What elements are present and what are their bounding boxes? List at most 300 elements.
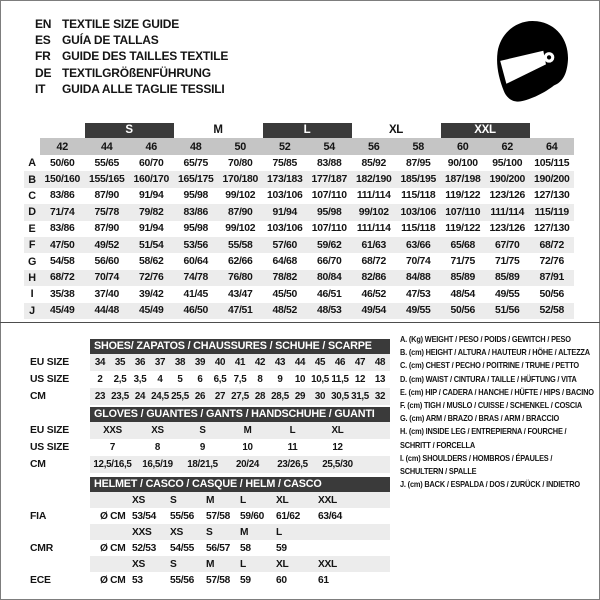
table-row <box>30 354 390 371</box>
measure-cell: 107/110 <box>445 206 481 218</box>
main-size-table <box>24 121 574 319</box>
helmet-table <box>30 477 390 588</box>
size-group-xl: XL <box>388 124 404 136</box>
value-cell: 28 <box>254 391 266 402</box>
size-cell: 56 <box>368 140 380 153</box>
gloves-table <box>30 407 390 473</box>
table-row <box>30 572 390 588</box>
measure-cell: 91/94 <box>138 190 164 202</box>
language-code: FR <box>35 49 51 64</box>
value-cell: 13 <box>374 374 386 385</box>
value-cell: 3,5 <box>133 374 147 385</box>
measure-cell: 95/98 <box>183 223 208 235</box>
value-cell: XL <box>331 425 344 436</box>
measure-cell: 90/100 <box>447 157 478 169</box>
measure-cell: 103/106 <box>400 206 436 218</box>
value-cell: 11,5 <box>331 374 349 385</box>
value-cell: 25,5/30 <box>322 459 353 470</box>
measure-cell: 165/175 <box>178 174 214 186</box>
measure-cell: 49/52 <box>94 239 119 251</box>
value-cell: XS <box>151 425 164 436</box>
size-number-band <box>40 138 574 155</box>
value-cell: 46 <box>334 357 346 368</box>
language-code: ES <box>35 33 51 48</box>
value-cell: 2 <box>97 374 103 385</box>
size-group-xxl: XXL <box>441 123 530 138</box>
measure-cell: 55/58 <box>227 239 253 251</box>
measure-cell: 187/198 <box>445 174 481 186</box>
value-cell: XXS <box>103 425 122 436</box>
row-label: CM <box>30 459 46 470</box>
legend-item: G. (cm) ARM / BRAZO / BRAS / ARM / BRACCIO <box>400 413 560 424</box>
value-cell: 10 <box>242 442 253 453</box>
value-cell: S <box>206 526 213 538</box>
measurement-legend <box>400 333 595 491</box>
value-cell: XXS <box>132 526 152 538</box>
value-cell: 54/55 <box>170 542 194 554</box>
value-cell: 57/58 <box>206 574 230 586</box>
legend-item: H. (cm) INSIDE LEG / ENTREPIERNA / FOURCHE / SCHRITT / FORCELLA <box>400 426 567 450</box>
measure-cell: 115/118 <box>401 223 436 235</box>
measure-cell: 95/98 <box>183 190 208 202</box>
measure-cell: 87/90 <box>94 190 119 202</box>
value-cell: 25,5 <box>171 391 189 402</box>
measure-cell: 83/88 <box>316 157 342 169</box>
measure-cell: 85/89 <box>450 272 475 284</box>
value-cell: 34 <box>94 357 106 368</box>
measure-cell: 64/68 <box>272 256 297 268</box>
language-line <box>35 16 228 32</box>
row-label: CM <box>30 391 46 402</box>
legend-item: A. (Kg) WEIGHT / PESO / POIDS / GEWITCH / PESO <box>400 334 571 344</box>
value-cell: S <box>199 425 206 436</box>
measure-cell: 56/60 <box>94 256 119 268</box>
value-cell: 7,5 <box>233 374 247 385</box>
size-cell: 64 <box>546 140 558 153</box>
size-group-l: L <box>263 123 352 138</box>
table-row <box>24 286 574 302</box>
guide-title: GUÍA DE TALLAS <box>62 33 159 48</box>
legend-item: I. (cm) SHOULDERS / HOMBROS / ÉPAULES / SCHULTERN / SPALLE <box>400 452 553 477</box>
gloves-table-rows <box>30 422 390 473</box>
value-cell: M <box>206 494 215 506</box>
value-cell: 44 <box>294 357 306 368</box>
value-cell: 28,5 <box>271 391 289 402</box>
table-row <box>24 188 574 204</box>
value-cell: 42 <box>254 357 266 368</box>
size-cell: 60 <box>457 140 469 153</box>
measure-cell: 68/72 <box>361 256 386 268</box>
value-cell: M <box>206 558 215 570</box>
value-cell: 45 <box>314 357 326 368</box>
helmet-table-rows <box>30 492 390 588</box>
value-cell: 32 <box>374 391 386 402</box>
size-number-row <box>24 138 574 155</box>
measure-cell: 83/86 <box>183 206 208 218</box>
measure-cell: 84/88 <box>405 272 431 284</box>
measure-cell: 85/92 <box>361 157 386 169</box>
measure-cell: 71/74 <box>49 206 75 218</box>
table-row <box>90 492 390 508</box>
value-cell: 24 <box>134 391 146 402</box>
measure-cell: 65/75 <box>183 157 208 169</box>
measure-cell: 65/68 <box>450 239 475 251</box>
value-cell: 9 <box>199 442 206 453</box>
size-cell: 44 <box>101 140 113 153</box>
value-cell: 12 <box>332 442 343 453</box>
shoes-table-rows <box>30 354 390 405</box>
value-cell: 58 <box>240 542 251 554</box>
measure-cell: 59/62 <box>316 239 342 251</box>
measure-cell: 170/180 <box>222 174 258 186</box>
measure-cell: 87/95 <box>405 157 431 169</box>
guide-title: GUIDA ALLE TAGLIE TESSILI <box>62 81 225 96</box>
legend-item: C. (cm) CHEST / PECHO / POITRINE / TRUHE / PETTO <box>400 360 579 371</box>
value-cell: 30,5 <box>331 391 349 402</box>
value-cell: XS <box>170 526 183 538</box>
table-row <box>24 204 574 220</box>
size-cell: 42 <box>56 140 68 153</box>
value-cell: XXL <box>318 494 337 506</box>
value-cell: 40 <box>214 357 226 368</box>
value-cell: 56/57 <box>206 542 230 554</box>
measure-cell: 155/165 <box>89 174 125 186</box>
value-cell: 30 <box>314 391 326 402</box>
value-cell: 55/56 <box>170 574 194 586</box>
table-row <box>30 456 390 473</box>
measure-cell: 57/60 <box>272 239 297 251</box>
value-cell: 59 <box>240 574 251 586</box>
size-cell: 58 <box>412 140 424 153</box>
row-label: ECE <box>30 574 51 586</box>
value-cell: 4 <box>157 374 163 385</box>
value-cell: 8 <box>257 374 263 385</box>
measure-cell: 91/94 <box>138 223 164 235</box>
table-row <box>24 303 574 319</box>
shoes-table <box>30 339 390 405</box>
measure-cell: 49/55 <box>405 305 431 317</box>
value-cell: 27 <box>214 391 226 402</box>
row-label: EU SIZE <box>30 425 70 436</box>
row-letter: D <box>28 206 36 219</box>
measure-cell: 44/48 <box>94 305 119 317</box>
measure-cell: 87/91 <box>539 272 564 284</box>
measure-cell: 95/98 <box>316 206 342 218</box>
value-cell: 10 <box>294 374 306 385</box>
value-cell: 23,5 <box>111 391 129 402</box>
value-cell: 2,5 <box>113 374 127 385</box>
measure-cell: 55/65 <box>94 157 119 169</box>
helmet-table-title: HELMET / CASCO / CASQUE / HELM / CASCO <box>90 477 390 492</box>
measure-cell: 63/66 <box>405 239 431 251</box>
measure-cell: 51/56 <box>494 305 520 317</box>
size-cell: 48 <box>190 140 202 153</box>
legend-item: E. (cm) HIP / CADERA / HANCHE / HÜFTE / HIPS / BACINO <box>400 386 594 397</box>
measure-cell: 107/110 <box>311 190 347 202</box>
legend-item: D. (cm) WAIST / CINTURA / TAILLE / HÜFTUNG / VITA <box>400 373 577 384</box>
measure-cell: 48/54 <box>450 288 475 300</box>
measure-cell: 111/114 <box>356 223 391 235</box>
value-cell: 55/56 <box>170 510 194 522</box>
measure-cell: 182/190 <box>356 174 392 186</box>
measure-cell: 119/122 <box>445 223 481 235</box>
measure-cell: 91/94 <box>272 206 297 218</box>
measure-cell: 87/90 <box>94 223 119 235</box>
measure-cell: 74/78 <box>183 272 208 284</box>
shoes-table-title: SHOES/ ZAPATOS / CHAUSSURES / SCHUHE / SCARPE <box>90 339 390 354</box>
measure-cell: 37/40 <box>94 288 119 300</box>
measure-cell: 190/200 <box>534 174 570 186</box>
value-cell: 8 <box>154 442 161 453</box>
measure-cell: 82/86 <box>361 272 386 284</box>
measure-cell: 111/114 <box>490 206 525 218</box>
guide-title: TEXTILGRÖßENFÜHRUNG <box>62 65 211 80</box>
section-divider <box>0 322 600 323</box>
table-row <box>90 524 390 540</box>
value-cell: 10,5 <box>311 374 329 385</box>
measure-cell: 70/74 <box>405 256 431 268</box>
value-cell: 39 <box>194 357 206 368</box>
value-cell: 29 <box>294 391 306 402</box>
measure-cell: 127/130 <box>534 190 570 202</box>
measure-cell: 66/70 <box>316 256 342 268</box>
value-cell: 12 <box>354 374 366 385</box>
value-cell: 52/53 <box>132 542 156 554</box>
table-row <box>30 508 390 524</box>
row-letter: J <box>29 304 35 317</box>
value-cell: 37 <box>154 357 166 368</box>
measure-cell: 60/70 <box>138 157 164 169</box>
value-cell: 63/64 <box>318 510 342 522</box>
measure-cell: 41/45 <box>183 288 208 300</box>
measure-cell: 111/114 <box>356 190 391 202</box>
row-letter: E <box>28 222 36 235</box>
size-cell: 46 <box>145 140 157 153</box>
size-cell: 52 <box>279 140 291 153</box>
measure-cell: 72/76 <box>539 256 564 268</box>
measure-cell: 75/78 <box>94 206 119 218</box>
measure-cell: 45/49 <box>138 305 164 317</box>
measure-cell: 107/110 <box>311 223 347 235</box>
measure-cell: 68/72 <box>49 272 75 284</box>
measure-cell: 46/52 <box>361 288 386 300</box>
measure-cell: 43/47 <box>227 288 253 300</box>
value-cell: 38 <box>174 357 186 368</box>
value-cell: 18/21,5 <box>187 459 218 470</box>
value-cell: 36 <box>134 357 146 368</box>
value-cell: Ø CM <box>100 574 126 586</box>
value-cell: 9 <box>277 374 283 385</box>
size-group-s: S <box>85 123 174 138</box>
measure-cell: 80/84 <box>316 272 342 284</box>
gloves-table-title: GLOVES / GUANTES / GANTS / HANDSCHUHE / GUANTI <box>90 407 390 422</box>
helmet-icon <box>487 12 575 108</box>
value-cell: 61/62 <box>276 510 300 522</box>
value-cell: 53/54 <box>132 510 156 522</box>
value-cell: 12,5/16,5 <box>93 459 132 470</box>
measure-cell: 173/183 <box>267 174 303 186</box>
measure-cell: 49/54 <box>361 305 386 317</box>
measure-cell: 47/51 <box>227 305 253 317</box>
value-cell: L <box>240 558 246 570</box>
measure-cell: 71/75 <box>494 256 520 268</box>
row-letter: A <box>28 157 36 170</box>
measure-cell: 47/50 <box>49 239 75 251</box>
measure-cell: 99/102 <box>358 206 389 218</box>
measure-cell: 46/51 <box>316 288 342 300</box>
row-letter: B <box>28 173 36 186</box>
measure-cell: 54/58 <box>49 256 75 268</box>
value-cell: 60 <box>276 574 287 586</box>
table-row <box>30 439 390 456</box>
row-letter: G <box>27 255 37 268</box>
value-cell: 24,5 <box>151 391 169 402</box>
value-cell: 27,5 <box>231 391 249 402</box>
measure-cell: 50/56 <box>450 305 475 317</box>
table-row <box>24 171 574 187</box>
row-label: EU SIZE <box>30 357 70 368</box>
measure-cell: 72/76 <box>138 272 164 284</box>
measure-cell: 160/170 <box>133 174 169 186</box>
legend-item: F. (cm) TIGH / MUSLO / CUISSE / SCHENKEL / COSCIA <box>400 400 583 411</box>
value-cell: 31,5 <box>351 391 369 402</box>
measure-cell: 53/56 <box>183 239 208 251</box>
measure-cell: 75/85 <box>272 157 297 169</box>
measure-cell: 115/118 <box>401 190 436 202</box>
measure-cell: 177/187 <box>311 174 347 186</box>
measure-cell: 105/115 <box>534 157 570 169</box>
legend-item: B. (cm) HEIGHT / ALTURA / HAUTEUR / HÖHE / ALTEZZA <box>400 347 590 358</box>
measure-cell: 83/86 <box>49 223 75 235</box>
row-letter: I <box>30 288 34 301</box>
language-line <box>35 81 228 97</box>
value-cell: XS <box>132 494 145 506</box>
measure-cell: 119/122 <box>445 190 481 202</box>
value-cell: 41 <box>234 357 246 368</box>
measure-cell: 45/50 <box>272 288 297 300</box>
value-cell: Ø CM <box>100 510 126 522</box>
size-cell: 62 <box>501 140 513 153</box>
value-cell: S <box>170 558 177 570</box>
measure-cell: 85/89 <box>494 272 520 284</box>
measure-cell: 52/58 <box>539 305 564 317</box>
measure-cell: 61/63 <box>361 239 386 251</box>
table-row <box>24 253 574 269</box>
value-cell: 47 <box>354 357 366 368</box>
value-cell: Ø CM <box>100 542 126 554</box>
value-cell: 6,5 <box>213 374 227 385</box>
measure-cell: 60/64 <box>183 256 208 268</box>
table-row <box>30 422 390 439</box>
measure-cell: 51/54 <box>138 239 164 251</box>
measure-cell: 99/102 <box>225 190 256 202</box>
language-code: EN <box>35 17 52 31</box>
value-cell: 57/58 <box>206 510 230 522</box>
measure-cell: 68/72 <box>539 239 564 251</box>
measure-cell: 48/53 <box>316 305 342 317</box>
measure-cell: 76/80 <box>227 272 253 284</box>
value-cell: L <box>289 425 296 436</box>
row-letter: H <box>28 271 36 284</box>
measure-cell: 50/60 <box>49 157 75 169</box>
value-cell: 5 <box>177 374 183 385</box>
measure-cell: 79/82 <box>138 206 164 218</box>
value-cell: 59/60 <box>240 510 264 522</box>
value-cell: 59 <box>276 542 287 554</box>
language-line <box>35 65 228 81</box>
measure-cell: 70/74 <box>94 272 119 284</box>
language-line <box>35 48 228 64</box>
measure-cell: 127/130 <box>534 223 570 235</box>
table-row <box>30 371 390 388</box>
measure-cell: 83/86 <box>49 190 75 202</box>
table-row <box>24 155 574 171</box>
table-row <box>90 556 390 572</box>
measure-cell: 48/52 <box>272 305 297 317</box>
measure-cell: 71/75 <box>450 256 475 268</box>
value-cell: XS <box>132 558 145 570</box>
measure-cell: 35/38 <box>49 288 75 300</box>
measure-cell: 95/100 <box>492 157 523 169</box>
row-label: US SIZE <box>30 442 70 453</box>
measure-cell: 99/102 <box>225 223 256 235</box>
measure-cell: 190/200 <box>489 174 525 186</box>
measure-cell: 70/80 <box>227 157 253 169</box>
guide-title: GUIDE DES TAILLES TEXTILE <box>62 49 229 64</box>
measure-cell: 185/195 <box>400 174 436 186</box>
value-cell: 23/26,5 <box>277 459 308 470</box>
language-code: IT <box>35 81 46 96</box>
value-cell: S <box>170 494 177 506</box>
row-label: CMR <box>30 542 54 554</box>
measure-cell: 58/62 <box>138 256 164 268</box>
table-row <box>24 237 574 253</box>
measure-cell: 87/90 <box>227 206 253 218</box>
measure-cell: 67/70 <box>494 239 520 251</box>
value-cell: 61 <box>318 574 329 586</box>
table-row <box>24 270 574 286</box>
value-cell: 7 <box>109 442 116 453</box>
language-header <box>35 16 228 97</box>
size-group-row <box>24 121 574 138</box>
value-cell: XXL <box>318 558 337 570</box>
language-line <box>35 32 228 48</box>
measure-cell: 123/126 <box>489 190 525 202</box>
row-letter: F <box>28 239 36 252</box>
size-cell: 50 <box>234 140 246 153</box>
value-cell: 11 <box>287 442 298 453</box>
measure-cell: 62/66 <box>227 256 253 268</box>
legend-item: J. (cm) BACK / ESPALDA / DOS / ZURÜCK / INDIETRO <box>400 479 580 490</box>
value-cell: 20/24 <box>235 459 260 470</box>
table-row <box>24 221 574 237</box>
measure-cell: 103/106 <box>267 190 303 202</box>
value-cell: M <box>243 425 252 436</box>
measure-cell: 150/160 <box>44 174 80 186</box>
value-cell: 16,5/19 <box>142 459 173 470</box>
measure-cell: 47/53 <box>405 288 431 300</box>
measure-cell: 50/56 <box>539 288 564 300</box>
table-row <box>30 388 390 405</box>
size-group-m: M <box>213 124 223 136</box>
measure-cell: 115/119 <box>534 206 569 218</box>
value-cell: XL <box>276 494 289 506</box>
value-cell: 6 <box>197 374 203 385</box>
value-cell: XL <box>276 558 289 570</box>
measure-cell: 45/49 <box>49 305 75 317</box>
value-cell: 53 <box>132 574 143 586</box>
value-cell: L <box>276 526 282 538</box>
